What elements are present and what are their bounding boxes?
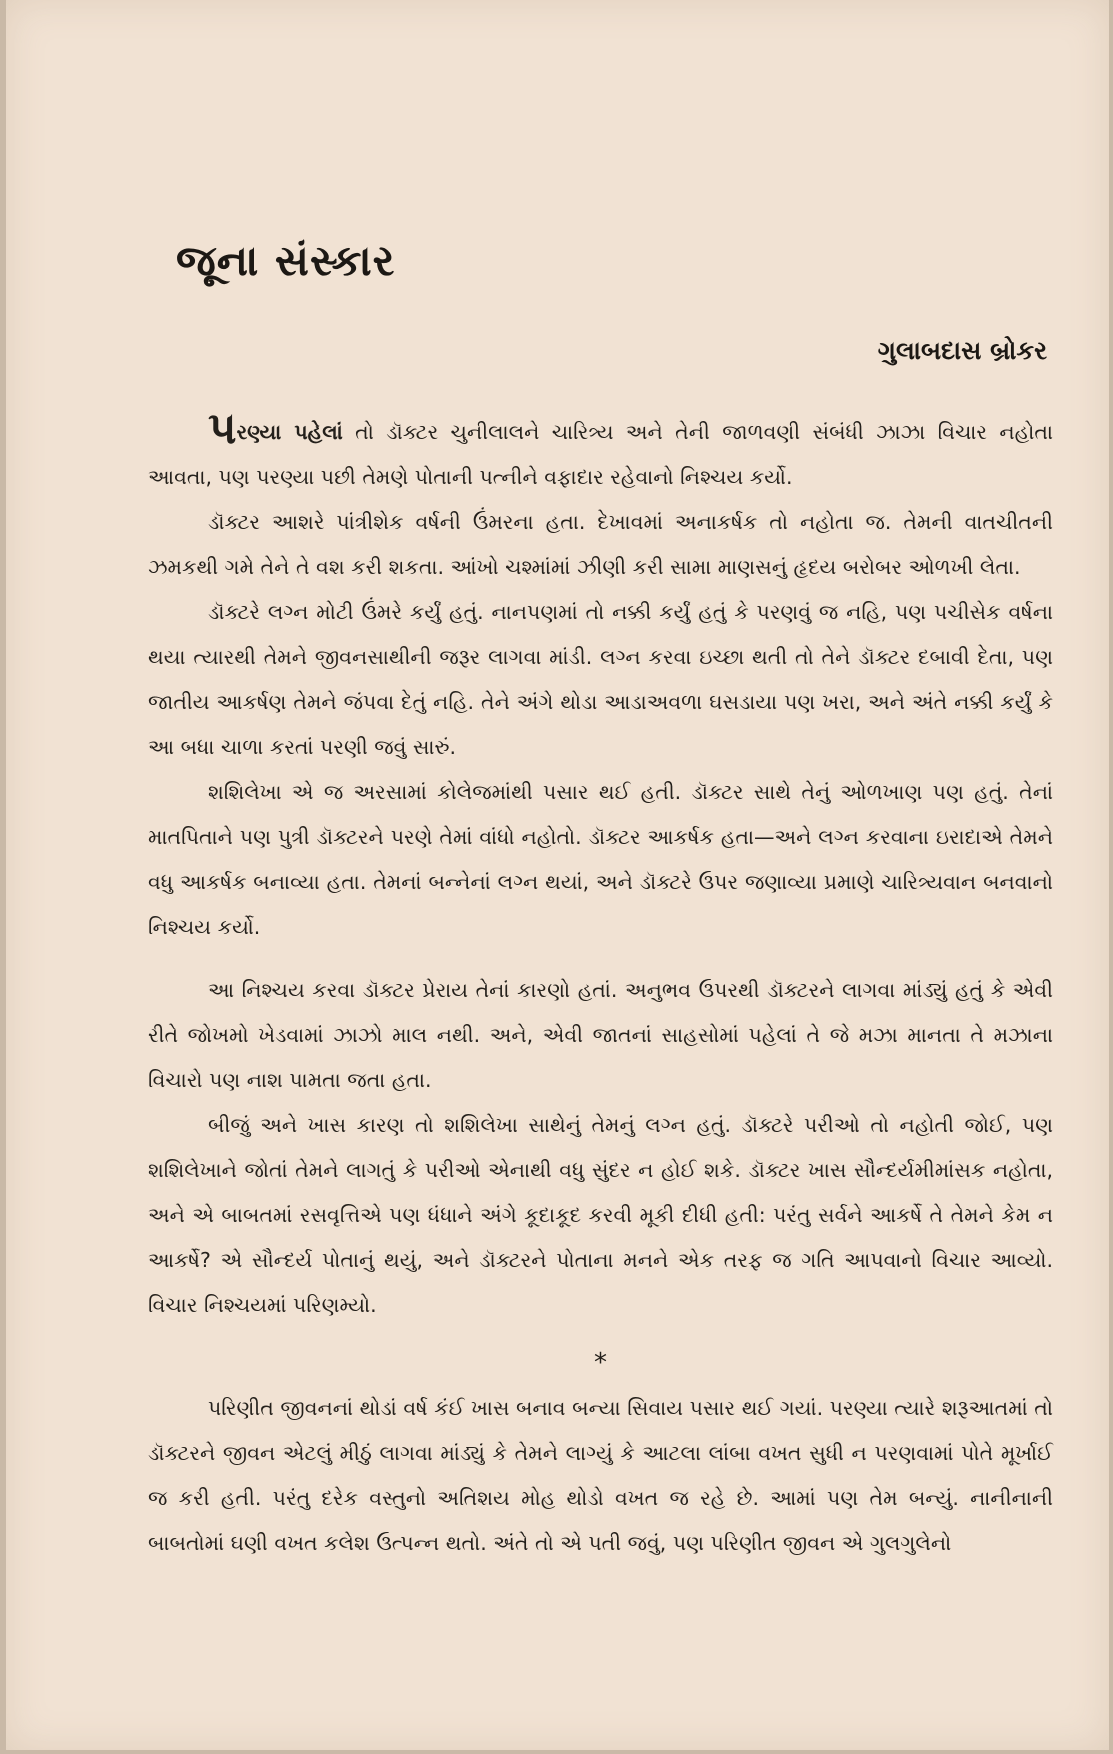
paragraph-3: ડૉક્ટરે લગ્ન મોટી ઉંમરે કર્યું હતું. નાનપણમાં તો નક્કી કર્યું હતું કે પરણવું જ નહિ, પણ પચીસેક વર્ષના થયા ત્યારથી તેમને જીવનસાથીની જરૂર લાગવા માંડી. લગ્ન કરવા ઇચ્છા થતી તો તેને ડૉક્ટર દબાવી દેતા, પણ જાતીય આકર્ષણ તેમને જંપવા દેતું નહિ. તેને અંગે થોડા આડાઅવળા ઘસડાયા પણ ખરા, અને અંતે નક્કી કર્યું કે આ બધા ચાળા કરતાં પરણી જવું સારું.	[148, 600, 1053, 759]
paragraph-text: તો ડૉક્ટર ચુનીલાલને ચારિત્ર્ય અને તેની જાળવણી સંબંધી ઝાઝા વિચાર નહોતા આવતા, પણ પરણ્યા પછી તેમણે પોતાની પત્નીને વફાદાર રહેવાનો નિશ્ચય કર્યો.	[148, 420, 1053, 489]
paragraph-2: ડૉક્ટર આશરે પાંત્રીશેક વર્ષની ઉંમરના હતા. દેખાવમાં અનાકર્ષક તો નહોતા જ. તેમની વાતચીતની ઝમકથી ગમે તેને તે વશ કરી શકતા. આંખો ચશ્માંમાં ઝીણી કરી સામા માણસનું હૃદય બરોબર ઓળખી લેતા.	[148, 510, 1053, 579]
drop-cap: પ	[208, 403, 237, 454]
paragraph-7: પરિણીત જીવનનાં થોડાં વર્ષ કંઈ ખાસ બનાવ બન્યા સિવાય પસાર થઈ ગયાં. પરણ્યા ત્યારે શરૂઆતમાં તો ડૉક્ટરને જીવન એટલું મીઠું લાગવા માંડ્યું કે તેમને લાગ્યું કે આટલા લાંબા વખત સુધી ન પરણવામાં પોતે મૂર્ખાઈ જ કરી હતી. પરંતુ દરેક વસ્તુનો અતિશય મોહ થોડો વખત જ રહે છે. આમાં પણ તેમ બન્યું. નાનીનાની બાબતોમાં ઘણી વખત કલેશ ઉત્પન્ન થતો. અંતે તો એ પતી જવું, પણ પરિણીત જીવન એ ગુલગુલેનો	[148, 1396, 1053, 1555]
paragraph-4: શશિલેખા એ જ અરસામાં કોલેજમાંથી પસાર થઈ હતી. ડૉક્ટર સાથે તેનું ઓળખાણ પણ હતું. તેનાં માતપિતાને પણ પુત્રી ડૉક્ટરને પરણે તેમાં વાંધો નહોતો. ડૉક્ટર આકર્ષક હતા—અને લગ્ન કરવાના ઇરાદાએ તેમને વધુ આકર્ષક બનાવ્યા હતા. તેમનાં બન્નેનાં લગ્ન થયાં, અને ડૉક્ટરે ઉપર જણાવ્યા પ્રમાણે ચારિત્ર્યવાન બનવાનો નિશ્ચય કર્યો.	[148, 780, 1053, 939]
lead-words: રણ્યા પહેલાં	[236, 420, 343, 444]
paragraph-5: આ નિશ્ચય કરવા ડૉક્ટર પ્રેરાય તેનાં કારણો હતાં. અનુભવ ઉપરથી ડૉક્ટરને લાગવા માંડ્યું હતું કે એવી રીતે જોખમો ખેડવામાં ઝાઝો માલ નથી. અને, એવી જાતનાં સાહસોમાં પહેલાં તે જે મઝા માનતા તે મઝાના વિચારો પણ નાશ પામતા જતા હતા.	[148, 978, 1053, 1092]
section-separator: *	[594, 1348, 607, 1378]
page-sheet	[6, 0, 1109, 1750]
paragraph-1	[148, 403, 1053, 500]
author-name: ગુલાબદાસ બ્રોકર	[877, 336, 1047, 365]
paragraph-6: બીજું અને ખાસ કારણ તો શશિલેખા સાથેનું તેમનું લગ્ન હતું. ડૉક્ટરે પરીઓ તો નહોતી જોઈ, પણ શશિલેખાને જોતાં તેમને લાગતું કે પરીઓ એનાથી વધુ સુંદર ન હોઈ શકે. ડૉક્ટર ખાસ સૌન્દર્યમીમાંસક નહોતા, અને એ બાબતમાં રસવૃત્તિએ પણ ધંધાને અંગે કૂદાકૂદ કરવી મૂકી દીધી હતી: પરંતુ સર્વને આકર્ષે તે તેમને કેમ ન આકર્ષે? એ સૌન્દર્ય પોતાનું થયું, અને ડૉક્ટરને પોતાના મનને એક તરફ જ ગતિ આપવાનો વિચાર આવ્યો. વિચાર નિશ્ચયમાં પરિણમ્યો.	[148, 1113, 1053, 1317]
story-title: જૂના સંસ્કાર	[176, 236, 396, 285]
story-body	[148, 403, 1053, 1566]
